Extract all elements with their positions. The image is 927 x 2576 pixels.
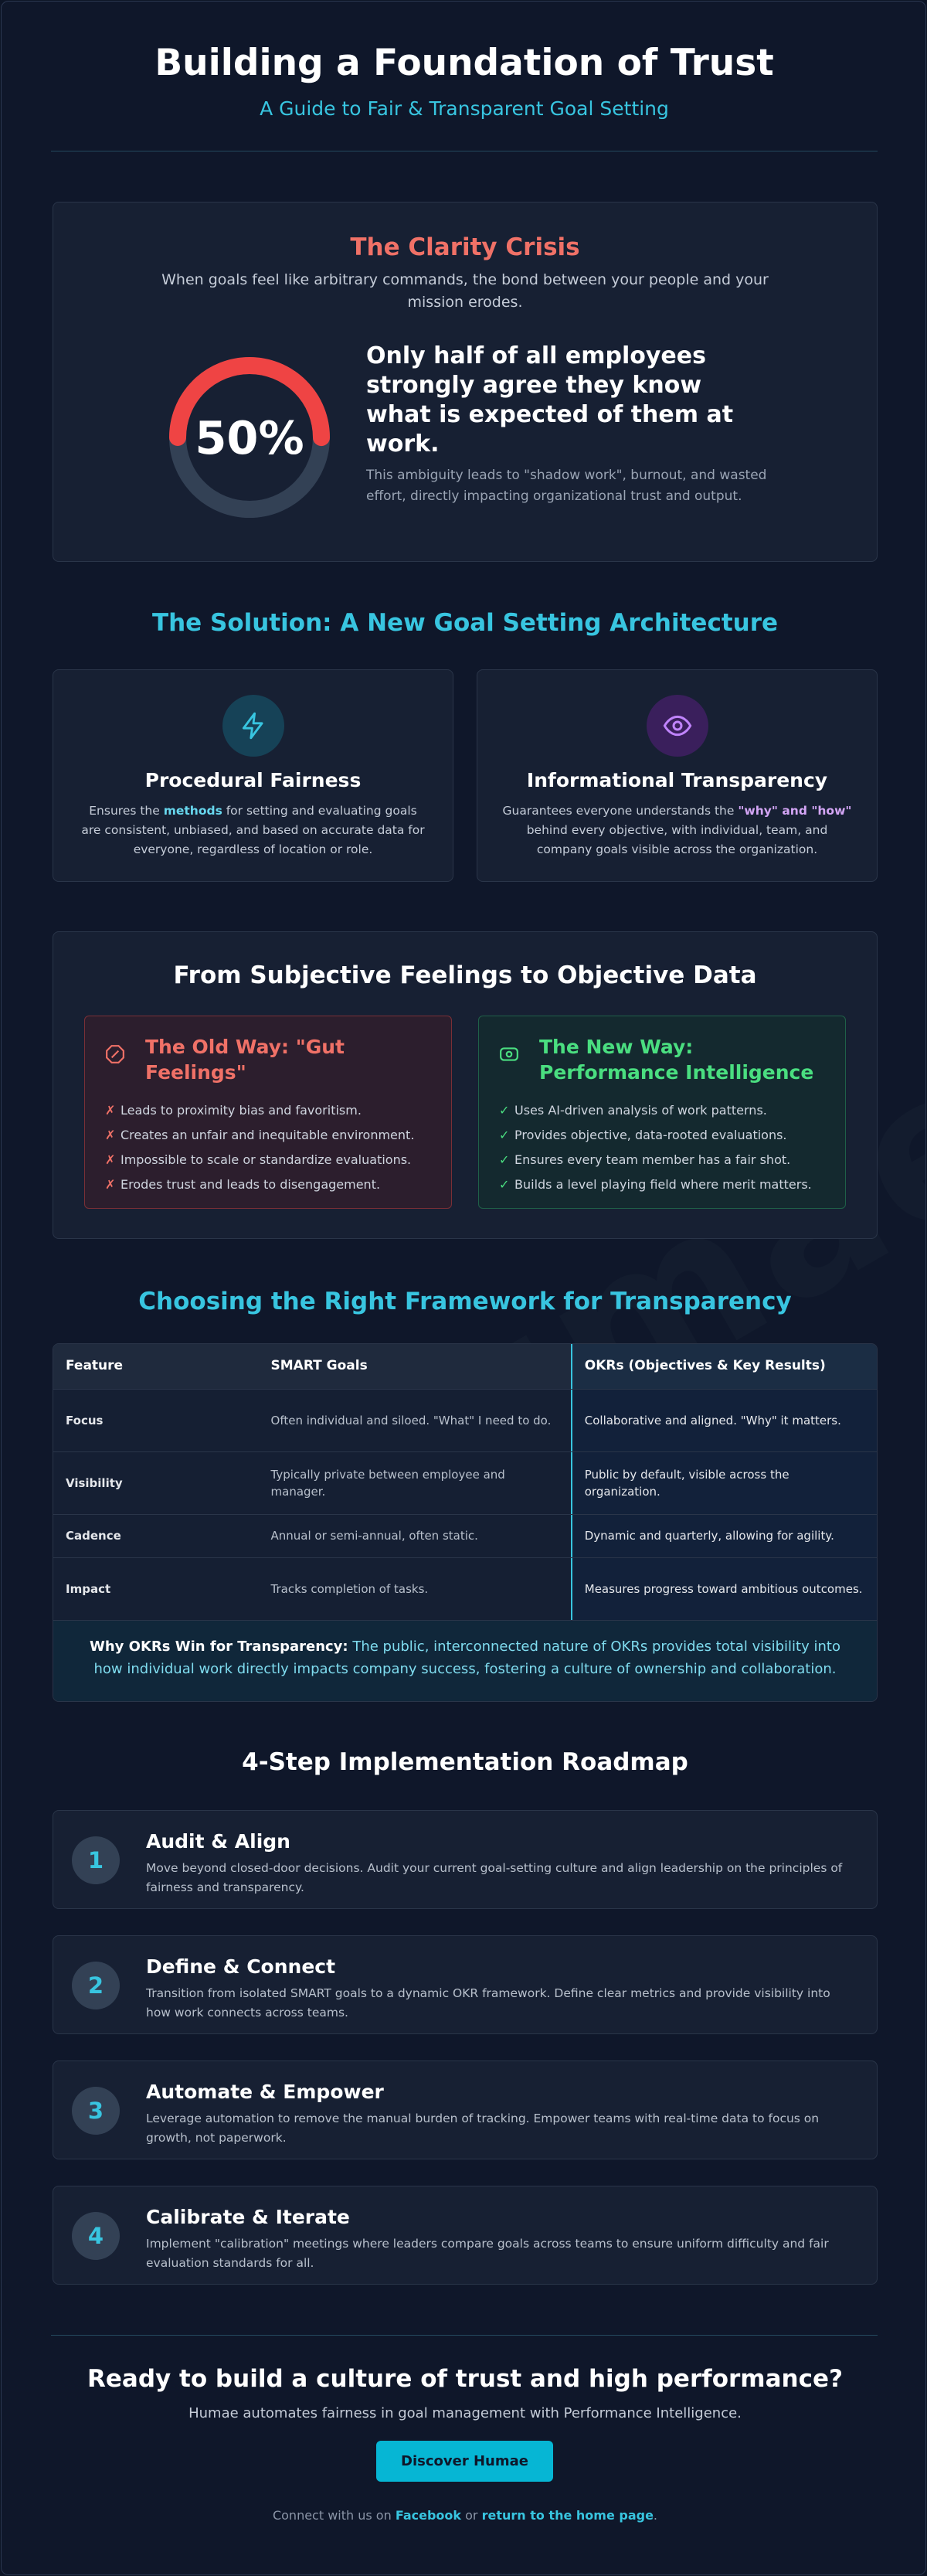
step-title: Define & Connect (146, 1955, 336, 1978)
crisis-lead: When goals feel like arbitrary commands, the bond between your people and your mission erodes. (161, 271, 769, 311)
clarity-crisis-card (53, 202, 878, 562)
table-cell: Public by default, visible across the organization. (571, 1452, 877, 1514)
table-footer-text: The public, interconnected nature of OKRs provides total visibility into how individual work directly impacts company success, fostering a culture of ownership and collaboration. (93, 1638, 840, 1677)
list-item-text: Leads to proximity bias and favoritism. (121, 1103, 362, 1118)
table-header-cell: SMART Goals (270, 1358, 368, 1374)
old-way-list (105, 1098, 414, 1197)
footer-text: . (653, 2508, 658, 2523)
table-cell: Focus (66, 1413, 104, 1428)
table-row (53, 1451, 877, 1514)
roadmap-step (53, 2186, 878, 2285)
step-text: Transition from isolated SMART goals to a dynamic OKR framework. Define clear metrics and provide visibility into how work connects across teams. (146, 1986, 830, 2020)
table-cell: Cadence (66, 1529, 121, 1543)
check-mark-icon: ✓ (499, 1103, 510, 1118)
list-item-text: Provides objective, data-rooted evaluations. (514, 1128, 787, 1142)
table-footer-note (53, 1620, 877, 1701)
new-way-title: The New Way: Performance Intelligence (539, 1036, 814, 1084)
step-title: Calibrate & Iterate (146, 2206, 350, 2228)
list-item (105, 1123, 414, 1148)
pillar-title: Informational Transparency (526, 769, 828, 791)
table-cell: Visibility (66, 1475, 123, 1490)
table-cell: Dynamic and quarterly, allowing for agility. (571, 1515, 877, 1557)
eye-icon (647, 695, 708, 757)
step-number: 3 (72, 2087, 120, 2135)
table-cell: Annual or semi-annual, often static. (270, 1529, 478, 1543)
hexagon-slash-icon (105, 1044, 125, 1064)
x-mark-icon: ✗ (105, 1128, 116, 1142)
step-text: Implement "calibration" meetings where leaders compare goals across teams to ensure uniform difficulty and fair evaluation standards for all. (146, 2237, 829, 2270)
step-title: Audit & Align (146, 1830, 290, 1853)
table-cell: Collaborative and aligned. "Why" it matters. (571, 1390, 877, 1451)
old-way-title: The Old Way: "Gut Feelings" (145, 1036, 345, 1084)
roadmap-step (53, 1935, 878, 2034)
table-row (53, 1557, 877, 1620)
step-number: 1 (72, 1836, 120, 1884)
gauge-value: 50% (195, 410, 304, 464)
page-title: Building a Foundation of Trust (154, 42, 774, 84)
footer-divider (51, 2335, 878, 2336)
list-item-text: Uses AI-driven analysis of work patterns. (514, 1103, 767, 1118)
x-mark-icon: ✗ (105, 1152, 116, 1167)
pillar-text-part: for setting and evaluating goals are consistent, unbiased, and based on accurate data for everyone, regardless of location or role. (81, 804, 425, 857)
cta-subtitle: Humae automates fairness in goal management with Performance Intelligence. (188, 2405, 742, 2421)
list-item-text: Builds a level playing field where merit matters. (514, 1177, 812, 1192)
header (51, 42, 878, 120)
table-header-row (53, 1344, 877, 1389)
roadmap-step (53, 2060, 878, 2159)
table-header-cell: OKRs (Objectives & Key Results) (571, 1344, 877, 1389)
crisis-title: The Clarity Crisis (350, 233, 580, 261)
roadmap-title: 4-Step Implementation Roadmap (242, 1748, 688, 1776)
page-subtitle: A Guide to Fair & Transparent Goal Setting (260, 97, 669, 121)
table-row (53, 1389, 877, 1451)
lightning-icon (222, 695, 284, 757)
pillar-text (502, 801, 852, 859)
framework-table (53, 1343, 878, 1702)
table-cell: Typically private between employee and manager. (270, 1467, 505, 1499)
footer-links (2, 2508, 926, 2523)
pillar-highlight: methods (163, 804, 222, 818)
pillar-informational-transparency (477, 669, 878, 882)
crisis-detail: This ambiguity leads to "shadow work", burnout, and wasted effort, directly impacting organizational trust and output. (366, 468, 767, 505)
pillar-highlight: "why" and "how" (738, 804, 852, 818)
list-item (499, 1148, 812, 1172)
pillar-text-part: Ensures the (89, 804, 164, 818)
pillar-text-part: Guarantees everyone understands the (502, 804, 739, 818)
x-mark-icon: ✗ (105, 1177, 116, 1192)
table-cell: Tracks completion of tasks. (270, 1581, 429, 1596)
pillar-procedural-fairness (53, 669, 453, 882)
list-item-text: Ensures every team member has a fair shot. (514, 1152, 791, 1167)
list-item (105, 1098, 414, 1123)
comparison-card (53, 931, 878, 1239)
roadmap-step (53, 1810, 878, 1909)
list-item (499, 1123, 812, 1148)
step-number: 2 (72, 1962, 120, 2009)
table-cell: Often individual and siloed. "What" I need to do. (270, 1413, 552, 1428)
discover-humae-button[interactable]: Discover Humae (376, 2441, 553, 2482)
step-title: Automate & Empower (146, 2081, 384, 2103)
list-item-text: Impossible to scale or standardize evaluations. (121, 1152, 412, 1167)
facebook-link[interactable]: Facebook (395, 2508, 462, 2523)
step-text: Move beyond closed-door decisions. Audit your current goal-setting culture and align leadership on the principles of fairness and transparency. (146, 1861, 843, 1894)
page-frame (1, 1, 926, 2575)
check-mark-icon: ✓ (499, 1128, 510, 1142)
table-cell: Impact (66, 1581, 111, 1596)
new-way-panel (478, 1016, 846, 1209)
pillar-title: Procedural Fairness (144, 769, 362, 791)
table-footer-bold: Why OKRs Win for Transparency: (90, 1638, 348, 1655)
step-number: 4 (72, 2212, 120, 2260)
check-mark-icon: ✓ (499, 1152, 510, 1167)
list-item-text: Erodes trust and leads to disengagement. (121, 1177, 381, 1192)
comparison-title: From Subjective Feelings to Objective Data (173, 961, 757, 989)
home-page-link[interactable]: return to the home page (481, 2508, 654, 2523)
table-header-cell: Feature (66, 1358, 124, 1374)
footer-text: or (461, 2508, 482, 2523)
step-text: Leverage automation to remove the manual burden of tracking. Empower teams with real-time data to focus on growth, not paperwork. (146, 2112, 820, 2145)
crisis-stat: Only half of all employees strongly agree they know what is expected of them at work. (366, 342, 734, 458)
pillar-text (78, 801, 428, 859)
old-way-panel (84, 1016, 452, 1209)
x-mark-icon: ✗ (105, 1103, 116, 1118)
footer-text: Connect with us on (272, 2508, 396, 2523)
list-item-text: Creates an unfair and inequitable environment. (121, 1128, 415, 1142)
solution-title: The Solution: A New Goal Setting Architecture (151, 609, 779, 637)
list-item (499, 1172, 812, 1197)
list-item (105, 1148, 414, 1172)
eye-icon (499, 1044, 519, 1064)
check-mark-icon: ✓ (499, 1177, 510, 1192)
table-cell: Measures progress toward ambitious outcomes. (571, 1558, 877, 1620)
cta-title: Ready to build a culture of trust and high performance? (87, 2365, 843, 2393)
table-row (53, 1514, 877, 1557)
framework-title: Choosing the Right Framework for Transparency (138, 1288, 792, 1315)
pillar-text-part: behind every objective, with individual, team, and company goals visible across the organization. (526, 823, 828, 857)
list-item (499, 1098, 812, 1123)
list-item (105, 1172, 414, 1197)
new-way-list (499, 1098, 812, 1197)
